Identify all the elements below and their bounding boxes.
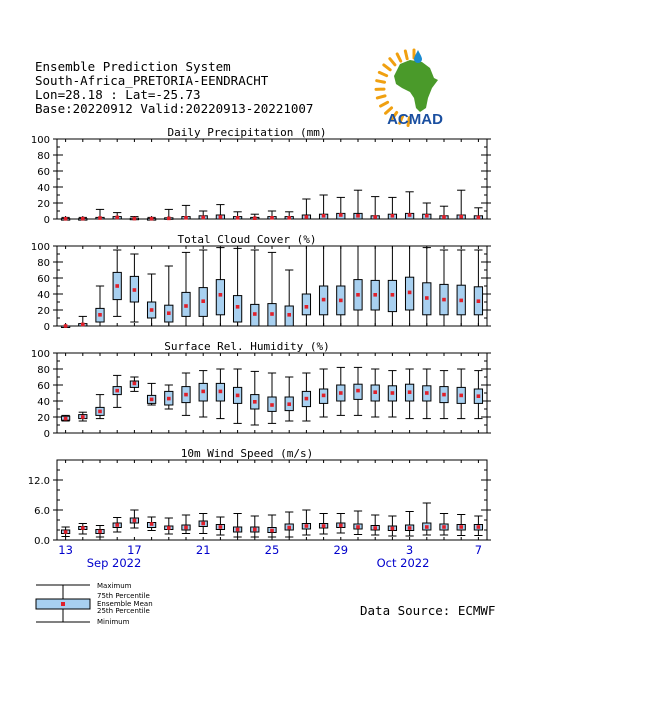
mean-marker [391,527,395,531]
box-20 [182,252,190,326]
box-7 [474,371,482,419]
box-29 [337,514,345,534]
mean-marker [184,216,188,220]
box-14 [79,217,87,221]
box-27 [302,246,310,326]
box-1 [371,197,379,219]
box-26 [285,377,293,421]
legend-maximum-label: Maximum [97,582,132,590]
box-16 [113,518,121,533]
y-tick-label: 80 [37,151,50,162]
mean-marker [150,308,154,312]
mean-marker [81,526,85,530]
mean-marker [408,213,412,217]
logo-text: ACMAD [387,111,443,128]
mean-marker [201,216,205,220]
mean-marker [305,397,309,401]
mean-marker [287,526,291,530]
mean-marker [201,522,205,526]
box-24 [251,371,259,425]
box-14 [79,316,87,326]
y-tick-label: 60 [37,167,50,178]
box-7 [474,208,482,219]
box-22 [216,369,224,419]
box-21 [199,371,207,417]
box-7 [474,250,482,326]
mean-marker [305,524,309,528]
panel-title: Total Cloud Cover (%) [177,233,317,246]
mean-marker [373,390,377,394]
mean-marker [201,390,205,394]
legend-mean-label: Ensemble Mean [97,600,153,608]
box-19 [165,209,173,220]
y-tick-label: 6.0 [34,506,50,517]
mean-marker [339,213,343,217]
mean-marker [287,216,291,220]
legend [36,582,153,626]
box-3 [405,369,413,419]
box-3 [405,192,413,219]
mean-marker [391,214,395,218]
mean-marker [98,313,102,317]
mean-marker [253,400,257,404]
mean-marker [201,299,205,303]
box-13 [61,415,69,421]
box-2 [388,197,396,219]
box-22 [216,248,224,326]
panel-4 [28,447,491,547]
x-month-label: Sep 2022 [86,556,142,570]
mean-marker [459,299,463,303]
box-28 [319,514,327,535]
mean-marker [219,390,223,394]
box-18 [147,517,155,531]
box-1 [371,515,379,535]
mean-marker [115,284,119,288]
box-6 [457,515,465,536]
y-tick-label: 60 [37,381,50,392]
x-tick-label: 7 [474,543,483,557]
mean-marker [373,526,377,530]
mean-marker [408,526,412,530]
mean-marker [150,217,154,221]
box-15 [96,526,104,538]
panel-title: 10m Wind Speed (m/s) [180,447,314,460]
mean-marker [236,528,240,532]
mean-marker [133,217,137,221]
mean-marker [64,530,68,534]
iqr-box [233,296,241,322]
mean-marker [442,393,446,397]
box-15 [96,286,104,326]
y-tick-label: 0 [43,322,50,333]
mean-marker [356,389,360,393]
box-30 [354,367,362,415]
y-tick-label: 20 [37,199,50,210]
mean-marker [459,525,463,529]
box-22 [216,205,224,219]
box-21 [199,211,207,219]
mean-marker [305,215,309,219]
box-6 [457,190,465,219]
mean-marker [236,394,240,398]
box-30 [354,246,362,326]
box-4 [423,503,431,535]
y-tick-label: 80 [37,258,50,269]
y-tick-label: 40 [37,183,50,194]
x-tick-label: 29 [333,543,349,557]
box-27 [302,199,310,219]
mean-marker [373,293,377,297]
y-tick-label: 60 [37,274,50,285]
mean-marker [305,305,309,309]
box-4 [423,203,431,219]
y-tick-label: 12.0 [27,476,50,487]
mean-marker [150,522,154,526]
panel-title: Daily Precipitation (mm) [167,126,327,139]
mean-marker [219,215,223,219]
legend-p75-label: 75th Percentile [97,592,150,600]
box-26 [285,270,293,326]
iqr-box [216,280,224,315]
mean-marker [184,393,188,397]
y-tick-label: 0 [43,215,50,226]
box-13 [61,324,69,328]
box-21 [199,514,207,534]
mean-marker [356,214,360,218]
x-tick-label: 3 [405,543,414,557]
mean-marker [459,215,463,219]
box-29 [337,197,345,219]
mean-marker [442,525,446,529]
box-13 [61,527,69,537]
mean-marker [442,298,446,302]
box-23 [233,369,241,423]
y-tick-label: 80 [37,365,50,376]
box-4 [423,369,431,419]
mean-marker [253,312,257,316]
mean-marker [98,410,102,414]
box-1 [371,246,379,326]
box-16 [113,375,121,407]
mean-marker [64,217,68,221]
mean-marker [270,216,274,220]
box-28 [319,195,327,219]
box-27 [302,373,310,421]
mean-marker [391,293,395,297]
y-tick-label: 20 [37,306,50,317]
mean-marker [236,216,240,220]
mean-marker [167,217,171,221]
box-5 [440,206,448,219]
box-20 [182,373,190,415]
mean-marker [477,299,481,303]
mean-marker [425,525,429,529]
box-4 [423,248,431,326]
mean-marker [339,299,343,303]
box-22 [216,517,224,535]
mean-marker [64,417,68,421]
box-17 [130,254,138,322]
mean-marker [408,390,412,394]
x-tick-label: 17 [127,543,142,557]
mean-marker [459,394,463,398]
mean-marker [356,293,360,297]
box-15 [96,395,104,419]
mean-marker [150,398,154,402]
mean-marker [339,524,343,528]
box-7 [474,516,482,536]
y-tick-label: 0 [43,429,50,440]
box-18 [147,217,155,221]
box-5 [440,371,448,419]
mean-marker [133,288,137,292]
box-16 [113,250,121,316]
mean-marker [133,382,137,386]
box-18 [147,274,155,326]
box-23 [233,212,241,220]
mean-marker [236,305,240,309]
box-20 [182,515,190,534]
box-20 [182,205,190,219]
box-18 [147,383,155,405]
box-14 [79,524,87,535]
mean-marker [219,525,223,529]
box-23 [233,248,241,326]
box-26 [285,512,293,537]
y-tick-label: 100 [30,242,50,253]
mean-marker [442,215,446,219]
x-month-label: Oct 2022 [376,556,430,570]
mean-marker [270,529,274,533]
x-tick-label: 13 [58,543,73,557]
box-30 [354,190,362,219]
mean-marker [425,214,429,218]
mean-marker [133,519,137,523]
box-14 [79,412,87,421]
box-16 [113,213,121,220]
mean-marker [98,216,102,220]
x-tick-label: 21 [195,543,211,557]
header-title: Ensemble Prediction System [35,59,231,74]
mean-marker [184,526,188,530]
box-19 [165,518,173,534]
panel-3 [31,340,491,440]
box-27 [302,510,310,535]
mean-marker [167,311,171,315]
mean-marker [270,312,274,316]
box-1 [371,369,379,417]
box-5 [440,514,448,536]
box-25 [268,211,276,220]
mean-marker [270,403,274,407]
mean-marker [81,323,85,327]
mean-marker [339,391,343,395]
iqr-box [302,294,310,315]
legend-p25-label: 25th Percentile [97,607,150,615]
box-25 [268,515,276,537]
box-24 [251,214,259,220]
header-coordinates: Lon=28.18 : Lat=-25.73 [35,87,201,102]
mean-marker [477,216,481,220]
box-24 [251,516,259,537]
box-23 [233,514,241,538]
mean-marker [167,526,171,530]
panel-2 [31,233,491,333]
mean-marker [477,394,481,398]
mean-marker [115,216,119,220]
mean-marker [219,293,223,297]
mean-marker [322,214,326,218]
panel-1 [31,126,491,226]
y-tick-label: 100 [30,349,50,360]
box-28 [319,246,327,326]
box-29 [337,246,345,326]
data-source: Data Source: ECMWF [360,603,496,618]
box-19 [165,385,173,409]
box-5 [440,250,448,326]
box-2 [388,516,396,536]
box-15 [96,209,104,219]
mean-marker [98,530,102,534]
box-19 [165,266,173,326]
box-28 [319,369,327,417]
box-29 [337,367,345,415]
box-21 [199,250,207,326]
mean-marker [287,402,291,406]
panel-title: Surface Rel. Humidity (%) [164,340,330,353]
mean-marker [287,313,291,317]
y-tick-label: 20 [37,413,50,424]
box-2 [388,371,396,417]
mean-marker [81,217,85,221]
mean-marker [391,391,395,395]
box-6 [457,250,465,326]
box-2 [388,246,396,326]
box-17 [130,377,138,391]
box-17 [130,510,138,528]
header-station: South-Africa_PRETORIA-EENDRACHT [35,73,269,88]
box-26 [285,212,293,220]
mean-marker [81,415,85,419]
y-tick-label: 40 [37,290,50,301]
mean-marker [425,296,429,300]
mean-marker [322,394,326,398]
y-tick-label: 100 [30,135,50,146]
box-3 [405,246,413,326]
box-13 [61,217,69,221]
box-25 [268,252,276,326]
mean-marker [253,528,257,532]
mean-marker [373,215,377,219]
mean-marker [64,324,68,328]
y-tick-label: 0.0 [34,536,50,547]
mean-marker [408,291,412,295]
mean-marker [167,397,171,401]
mean-marker [115,523,119,527]
box-17 [130,217,138,221]
mean-marker [322,524,326,528]
box-6 [457,369,465,419]
legend-minimum-label: Minimum [97,618,130,626]
mean-marker [184,304,188,308]
legend-mean-marker [61,602,65,606]
y-tick-label: 40 [37,397,50,408]
mean-marker [477,525,481,529]
mean-marker [425,391,429,395]
plot-frame [57,139,487,219]
mean-marker [356,525,360,529]
box-3 [405,512,413,537]
mean-marker [253,216,257,220]
x-tick-label: 25 [264,543,280,557]
header-base-valid: Base:20220912 Valid:20220913-20221007 [35,101,314,116]
box-30 [354,511,362,535]
box-24 [251,250,259,326]
box-25 [268,373,276,423]
mean-marker [115,389,119,393]
mean-marker [322,298,326,302]
